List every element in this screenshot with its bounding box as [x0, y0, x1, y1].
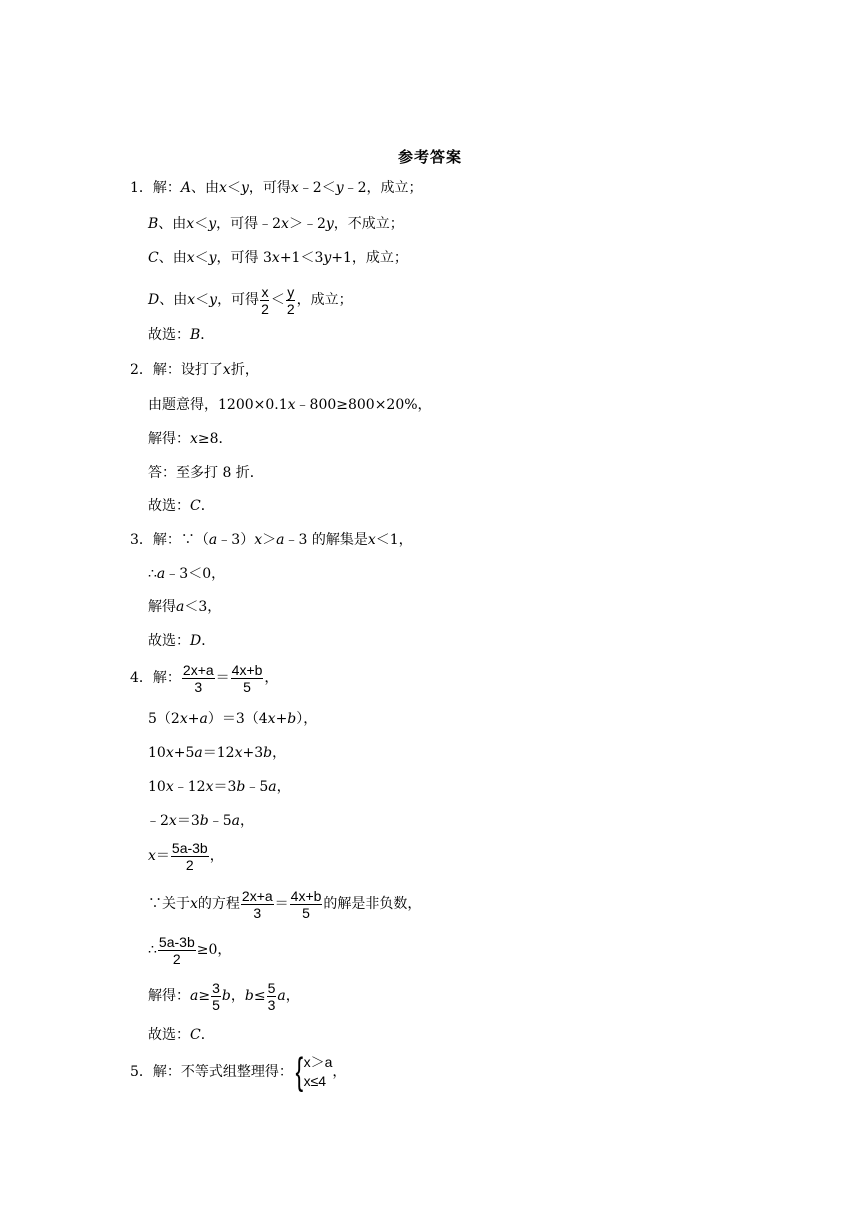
q4-var: a [194, 745, 203, 761]
q2-text: 答：至多打 8 折． [148, 465, 264, 481]
q1-var: C [148, 250, 159, 266]
inequality-rows [304, 1053, 333, 1091]
q1-text: 、由 [158, 216, 187, 232]
fraction [231, 662, 264, 695]
q4-text: ， [272, 745, 287, 761]
q2-line-2 [148, 395, 432, 415]
fraction-denominator: 2 [185, 856, 194, 873]
q4-var: x [234, 745, 243, 761]
q4-text: ﹣12 [173, 779, 206, 795]
q4-line-1 [130, 660, 278, 696]
fraction [182, 662, 215, 695]
q1-var: x [281, 216, 289, 232]
q4-var: b [221, 988, 231, 1004]
q4-text: ， [240, 813, 254, 829]
q4-var: x [148, 848, 156, 864]
q2-text: ≥8． [197, 431, 233, 447]
q2-text: 折， [230, 362, 259, 378]
q4-text: ＝ [215, 670, 230, 686]
inequality-system [293, 1053, 333, 1091]
q4-text: + [187, 711, 200, 727]
q4-text: ）， [296, 711, 318, 727]
q4-text: ＝ [155, 848, 170, 864]
q4-text: ， [230, 988, 245, 1004]
q4-text: ＝ [274, 896, 289, 912]
q4-text: 解得： [148, 988, 190, 1004]
q1-text: ，可得 [248, 180, 291, 196]
fraction-numerator: 3 [212, 979, 220, 996]
q4-var: b [287, 711, 297, 727]
q4-line-3 [148, 743, 286, 763]
q4-var: a [277, 988, 286, 1004]
q1-text: ，不成立； [333, 216, 404, 232]
q1-text: 、由 [159, 292, 188, 308]
fraction-denominator: 3 [253, 904, 262, 921]
q1-var: x [271, 250, 280, 266]
q1-text: +1，成立； [331, 250, 408, 266]
q1-var: x [186, 250, 195, 266]
q1-text: ，成立； [296, 292, 353, 308]
fraction-numerator: 4x+b [290, 887, 322, 904]
q4-line-9 [148, 978, 300, 1014]
q1-text: 解： [152, 180, 181, 196]
q3-number: 3． [130, 532, 153, 548]
q4-var: b [199, 813, 209, 829]
q4-text: ﹣5 [208, 813, 232, 829]
fraction [267, 980, 277, 1013]
q1-line-4 [148, 282, 353, 318]
q1-var: y [325, 216, 334, 232]
left-brace-icon: { [295, 1051, 304, 1093]
q3-text: ＜1， [375, 532, 413, 548]
q1-var: y [240, 180, 249, 196]
q4-var: b [263, 745, 273, 761]
fraction-denominator: 5 [302, 904, 310, 921]
q3-text: ＜3， [184, 599, 222, 615]
q3-var: a [208, 532, 218, 548]
fraction-denominator: 2 [172, 950, 181, 967]
q4-var: x [267, 711, 276, 727]
q3-text: 故选： [148, 633, 190, 649]
q4-text: 故选： [148, 1027, 190, 1043]
q3-line-3 [148, 597, 221, 617]
q4-var: a [268, 779, 277, 795]
q4-var: C [190, 1027, 201, 1043]
fraction-numerator: 4x+b [231, 661, 263, 678]
q4-var: a [231, 813, 240, 829]
q4-line-5 [146, 811, 254, 831]
q1-text: 、由 [191, 180, 220, 196]
q3-line-2 [148, 564, 225, 584]
q1-text: ＜ [194, 216, 209, 232]
q4-text: ， [285, 988, 300, 1004]
q2-var: C [190, 498, 201, 514]
q3-text: ∴ [148, 566, 157, 582]
fraction-numerator: 5a-3b [171, 839, 208, 856]
q5-number: 5． [130, 1064, 153, 1080]
q2-var: x [190, 431, 198, 447]
q3-line-4 [148, 631, 215, 651]
q1-line-5 [148, 325, 214, 345]
q4-var: x [165, 745, 174, 761]
fraction [286, 284, 296, 317]
q4-text: ∴ [148, 942, 157, 958]
q4-text: 10 [148, 779, 166, 795]
q1-text: +1＜3 [279, 250, 324, 266]
q3-var: a [176, 599, 185, 615]
q4-line-2 [148, 709, 317, 729]
q4-text: ﹣2 [146, 813, 169, 829]
q2-line-1 [130, 360, 259, 380]
q4-text: ≥0， [196, 942, 232, 958]
q1-text: ﹣2＜ [298, 180, 336, 196]
q4-text: ≥ [198, 988, 211, 1004]
inequality-row: x＞a [303, 1054, 333, 1070]
q4-text: +5 [173, 745, 195, 761]
q1-line-2 [148, 214, 404, 234]
fraction-numerator: y [287, 283, 295, 300]
q2-text: 解得： [148, 431, 190, 447]
q3-var: a [276, 532, 285, 548]
q3-var: x [367, 532, 376, 548]
q4-text: ）＝3（4 [207, 711, 268, 727]
q2-line-3 [148, 429, 233, 449]
q4-text: 5（2 [148, 711, 180, 727]
q1-var: x [186, 216, 195, 232]
fraction-denominator: 3 [194, 678, 203, 695]
q1-var: y [209, 292, 218, 308]
q1-var: B [190, 327, 201, 343]
q4-text: ≤ [253, 988, 266, 1004]
q1-text: ＜ [194, 250, 209, 266]
q4-text: ， [264, 670, 279, 686]
q3-var: D [190, 633, 202, 649]
q2-number: 2． [130, 362, 153, 378]
q4-var: x [205, 779, 214, 795]
q4-line-10 [148, 1025, 215, 1045]
q3-var: a [156, 566, 166, 582]
q1-text: ﹣2，成立； [343, 180, 423, 196]
q2-var: x [287, 397, 296, 413]
fraction-denominator: 2 [261, 300, 269, 317]
fraction-numerator: x [261, 283, 269, 300]
q4-var: x [165, 779, 174, 795]
q4-var: b [244, 988, 254, 1004]
q4-text: ， [209, 848, 224, 864]
q1-text: ，可得﹣2 [216, 216, 282, 232]
q1-var: x [187, 292, 196, 308]
q1-var: y [208, 216, 217, 232]
q1-var: x [290, 180, 299, 196]
q4-var: b [236, 779, 246, 795]
q4-text: ． [200, 1027, 215, 1043]
q4-text: ＝3 [213, 779, 237, 795]
q4-var: a [190, 988, 199, 1004]
q5-text: ， [332, 1064, 347, 1080]
fraction-denominator: 5 [243, 678, 251, 695]
fraction-denominator: 3 [267, 996, 276, 1013]
q1-number: 1． [130, 180, 153, 196]
q2-text: 故选： [148, 498, 190, 514]
q3-text: ． [201, 633, 216, 649]
q4-text: +3 [242, 745, 264, 761]
q3-text: ﹣3 的解集是 [284, 532, 368, 548]
q4-line-8 [148, 932, 231, 968]
q3-text: ＞ [262, 532, 277, 548]
q4-text: ＝12 [202, 745, 235, 761]
q2-line-4 [148, 463, 264, 483]
q4-text: ＝3 [176, 813, 200, 829]
q4-text: ， [276, 779, 291, 795]
q2-var: x [222, 362, 231, 378]
fraction [211, 980, 221, 1013]
page-title: 参考答案 [397, 148, 462, 166]
q1-var: A [180, 180, 192, 196]
q4-line-7 [148, 886, 421, 922]
q1-var: B [148, 216, 159, 232]
q4-text: 的方程 [197, 896, 240, 912]
q4-var: x [190, 896, 198, 912]
fraction-numerator: 2x+a [241, 887, 273, 904]
fraction-numerator: 2x+a [182, 661, 214, 678]
q4-text: 解： [152, 670, 181, 686]
q2-text: ． [200, 498, 215, 514]
fraction-numerator: 5a-3b [158, 933, 195, 950]
q4-var: x [168, 813, 177, 829]
q2-text: ﹣800≥800×20%， [295, 397, 432, 413]
q4-text: 的解是非负数， [323, 896, 422, 912]
q5-text: 解：不等式组整理得： [152, 1064, 293, 1080]
q4-var: a [199, 711, 208, 727]
q2-line-5 [148, 496, 215, 516]
q4-line-6 [148, 838, 224, 874]
q1-line-1 [130, 178, 423, 198]
q2-text: 由题意得，1200×0.1 [148, 397, 288, 413]
fraction-numerator: 5 [267, 979, 276, 996]
q4-text: ﹣5 [245, 779, 269, 795]
q1-text: ． [200, 327, 215, 343]
q1-line-3 [148, 248, 408, 268]
q1-text: ，可得 [217, 292, 260, 308]
q5-line-1 [130, 1052, 346, 1092]
fraction [290, 888, 323, 921]
fraction [171, 840, 209, 873]
q1-var: y [323, 250, 332, 266]
q1-var: y [208, 250, 217, 266]
q1-text: ，可得 3 [216, 250, 272, 266]
fraction [241, 888, 274, 921]
q2-text: 解：设打了 [152, 362, 223, 378]
q1-var: y [335, 180, 344, 196]
q1-text: ＜ [270, 292, 285, 308]
q3-var: x [254, 532, 263, 548]
q4-line-4 [148, 777, 291, 797]
q1-text: ＜ [195, 292, 210, 308]
q1-text: ＞﹣2 [288, 216, 326, 232]
q4-var: x [179, 711, 188, 727]
fraction [260, 284, 270, 317]
fraction [158, 934, 196, 967]
q4-number: 4． [130, 670, 153, 686]
q4-text: + [275, 711, 288, 727]
q3-text: ﹣3＜0， [165, 566, 226, 582]
fraction-denominator: 2 [286, 300, 295, 317]
inequality-row: x≤4 [303, 1073, 327, 1089]
q3-line-1 [130, 530, 413, 550]
q4-text: ∵关于 [148, 896, 190, 912]
q4-text: 10 [148, 745, 166, 761]
q1-text: 故选： [148, 327, 190, 343]
q3-text: 解得 [148, 599, 176, 615]
q1-text: ＜ [226, 180, 241, 196]
q1-text: 、由 [158, 250, 187, 266]
q3-text: ﹣3） [217, 532, 255, 548]
q3-text: 解：∵（ [152, 532, 209, 548]
q1-var: D [148, 292, 160, 308]
q1-var: x [219, 180, 227, 196]
fraction-denominator: 5 [212, 996, 220, 1013]
